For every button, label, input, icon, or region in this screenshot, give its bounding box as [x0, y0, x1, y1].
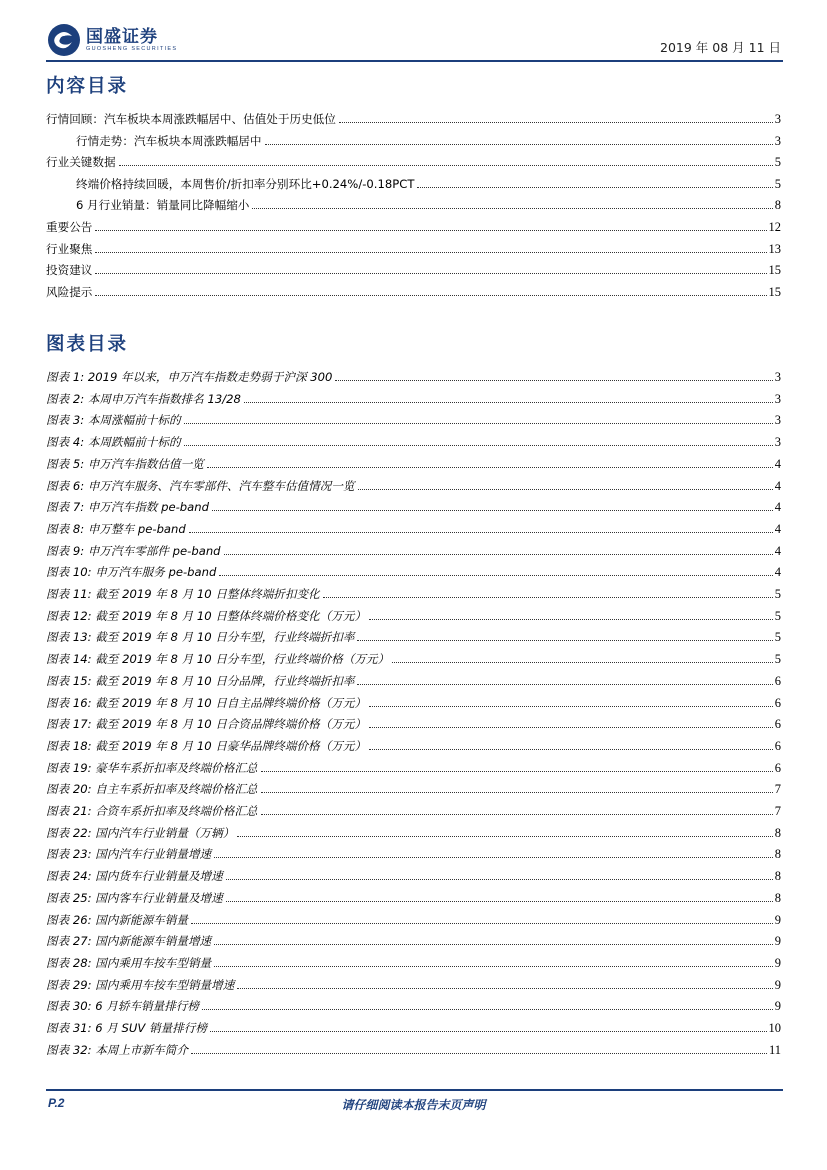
contents-entry[interactable] — [46, 106, 781, 127]
entry-page-number: 9 — [774, 999, 781, 1014]
entry-title: 图表 20: 自主车系折扣率及终端价格汇总 — [46, 782, 258, 797]
entry-page-number: 3 — [774, 112, 781, 126]
dot-leader — [339, 122, 773, 123]
logo-chinese-text: 国盛证券 — [86, 27, 158, 47]
entry-page-number: 9 — [774, 955, 781, 970]
figure-entry[interactable] — [46, 516, 781, 537]
figure-entry[interactable] — [46, 993, 781, 1014]
entry-page-number: 3 — [774, 370, 781, 384]
dot-leader — [224, 554, 773, 555]
entry-page-number: 6 — [774, 695, 781, 710]
entry-title: 图表 8: 申万整车 pe-band — [46, 521, 186, 536]
entry-page-number: 5 — [774, 176, 781, 191]
entry-page-number: 4 — [774, 478, 781, 493]
entry-title: 图表 26: 国内新能源车销量 — [46, 912, 188, 927]
figure-entry[interactable] — [46, 841, 781, 862]
dot-leader — [191, 1053, 767, 1054]
entry-title: 图表 5: 申万汽车指数估值一览 — [46, 456, 204, 471]
entry-page-number: 5 — [774, 155, 781, 170]
dot-leader — [119, 165, 773, 166]
entry-page-number: 5 — [774, 587, 781, 601]
entry-page-number: 8 — [774, 825, 781, 840]
entry-page-number: 9 — [774, 912, 781, 927]
dot-leader — [252, 208, 772, 209]
contents-entry[interactable] — [76, 171, 781, 192]
entry-page-number: 15 — [768, 284, 781, 299]
header-divider — [46, 60, 783, 62]
figure-entry[interactable] — [46, 1015, 781, 1036]
figures-title: 图表目录 — [46, 334, 129, 355]
entry-page-number: 6 — [774, 717, 781, 732]
entry-page-number: 9 — [774, 934, 781, 949]
footer-disclaimer: 请仔细阅读本报告末页声明 — [341, 1098, 486, 1112]
figure-entry[interactable] — [46, 733, 781, 754]
figure-entry[interactable] — [46, 668, 781, 689]
figure-entry[interactable] — [46, 928, 781, 949]
entry-title: 图表 23: 国内汽车行业销量增速 — [46, 847, 212, 862]
entry-title: 行情走势：汽车板块本周涨跌幅居中 — [76, 133, 262, 148]
contents-entry[interactable] — [46, 257, 781, 278]
dot-leader — [417, 187, 772, 188]
dot-leader — [357, 684, 772, 685]
entry-page-number: 9 — [774, 977, 781, 992]
dot-leader — [261, 771, 773, 772]
dot-leader — [323, 597, 773, 598]
figure-entry[interactable] — [46, 603, 781, 624]
entry-page-number: 12 — [768, 220, 781, 234]
entry-title: 图表 25: 国内客车行业销量及增速 — [46, 890, 223, 905]
dot-leader — [265, 144, 773, 145]
dot-leader — [184, 423, 773, 424]
dot-leader — [226, 901, 773, 902]
figure-entry[interactable] — [46, 581, 781, 602]
figure-entry[interactable] — [46, 538, 781, 559]
entry-page-number: 4 — [774, 543, 781, 558]
figure-entry[interactable] — [46, 711, 781, 732]
figure-entry[interactable] — [46, 885, 781, 906]
figure-entry[interactable] — [46, 755, 781, 776]
entry-page-number: 5 — [774, 608, 781, 623]
contents-entry[interactable] — [46, 236, 781, 257]
entry-page-number: 7 — [774, 804, 781, 818]
entry-page-number: 4 — [774, 500, 781, 515]
dot-leader — [369, 749, 773, 750]
entry-title: 图表 22: 国内汽车行业销量（万辆） — [46, 825, 235, 840]
logo-mark-icon — [46, 22, 82, 58]
entry-title: 6 月行业销量：销量同比降幅缩小 — [76, 198, 250, 213]
footer-divider — [46, 1089, 783, 1091]
entry-title: 图表 4: 本周跌幅前十标的 — [46, 435, 181, 450]
dot-leader — [214, 944, 773, 945]
entry-title: 图表 28: 国内乘用车按车型销量 — [46, 955, 212, 970]
figure-entry[interactable] — [46, 776, 781, 797]
figure-entry[interactable] — [46, 559, 781, 580]
entry-page-number: 10 — [768, 1021, 781, 1035]
entry-page-number: 3 — [774, 133, 781, 148]
entry-page-number: 8 — [774, 890, 781, 905]
figure-entry[interactable] — [46, 907, 781, 928]
figure-entry[interactable] — [46, 690, 781, 711]
entry-page-number: 7 — [774, 782, 781, 797]
entry-page-number: 8 — [774, 847, 781, 862]
figure-entry[interactable] — [46, 494, 781, 515]
dot-leader — [369, 706, 773, 707]
entry-title: 图表 15: 截至 2019 年 8 月 10 日分品牌，行业终端折扣率 — [46, 673, 355, 688]
entry-page-number: 11 — [768, 1042, 781, 1057]
entry-title: 风险提示 — [46, 284, 93, 299]
entry-title: 图表 24: 国内货车行业销量及增速 — [46, 869, 223, 884]
entry-title: 图表 10: 申万汽车服务 pe-band — [46, 565, 217, 580]
dot-leader — [335, 380, 772, 381]
dot-leader — [226, 879, 773, 880]
dot-leader — [95, 230, 766, 231]
figure-entry[interactable] — [46, 646, 781, 667]
entry-title: 终端价格持续回暖，本周售价/折扣率分别环比+0.24%/-0.18PCT — [76, 176, 415, 191]
entry-title: 图表 19: 豪华车系折扣率及终端价格汇总 — [46, 760, 258, 775]
entry-title: 图表 2: 本周申万汽车指数排名 13/28 — [46, 391, 241, 406]
dot-leader — [214, 857, 773, 858]
entry-title: 图表 30: 6 月轿车销量排行榜 — [46, 999, 200, 1014]
entry-title: 投资建议 — [46, 263, 93, 278]
dot-leader — [237, 988, 772, 989]
contents-entry[interactable] — [46, 279, 781, 300]
figure-entry[interactable] — [46, 364, 781, 385]
figure-entry[interactable] — [46, 972, 781, 993]
dot-leader — [207, 467, 773, 468]
dot-leader — [95, 273, 766, 274]
entry-title: 图表 21: 合资车系折扣率及终端价格汇总 — [46, 804, 258, 818]
entry-title: 图表 27: 国内新能源车销量增速 — [46, 934, 212, 949]
entry-title: 图表 3: 本周涨幅前十标的 — [46, 413, 181, 428]
dot-leader — [95, 252, 766, 253]
entry-title: 图表 6: 申万汽车服务、汽车零部件、汽车整车估值情况一览 — [46, 478, 355, 493]
entry-page-number: 15 — [768, 263, 781, 278]
dot-leader — [202, 1009, 773, 1010]
figure-entry[interactable] — [46, 798, 781, 819]
entry-title: 图表 7: 申万汽车指数 pe-band — [46, 500, 209, 515]
entry-title: 图表 17: 截至 2019 年 8 月 10 日合资品牌终端价格（万元） — [46, 717, 367, 732]
figure-entry[interactable] — [46, 950, 781, 971]
entry-page-number: 3 — [774, 413, 781, 428]
entry-title: 图表 1: 2019 年以来，申万汽车指数走势弱于沪深 300 — [46, 370, 333, 384]
contents-entry[interactable] — [46, 214, 781, 235]
dot-leader — [237, 836, 772, 837]
entry-page-number: 6 — [774, 760, 781, 775]
dot-leader — [261, 814, 773, 815]
contents-entry[interactable] — [76, 128, 781, 149]
entry-title: 图表 12: 截至 2019 年 8 月 10 日整体终端价格变化（万元） — [46, 608, 367, 623]
entry-page-number: 4 — [774, 456, 781, 471]
dot-leader — [357, 640, 772, 641]
entry-page-number: 6 — [774, 738, 781, 753]
logo-english-text: GUOSHENG SECURITIES — [86, 46, 178, 52]
entry-title: 图表 11: 截至 2019 年 8 月 10 日整体终端折扣变化 — [46, 587, 320, 601]
dot-leader — [189, 532, 773, 533]
dot-leader — [244, 402, 773, 403]
dot-leader — [358, 489, 773, 490]
figure-entry[interactable] — [46, 386, 781, 407]
figure-entry[interactable] — [46, 1037, 781, 1058]
entry-title: 图表 32: 本周上市新车简介 — [46, 1042, 188, 1057]
entry-page-number: 3 — [774, 435, 781, 450]
page-number: P.2 — [48, 1096, 65, 1110]
figure-entry[interactable] — [46, 863, 781, 884]
entry-title: 行业聚焦 — [46, 241, 93, 256]
dot-leader — [184, 445, 773, 446]
entry-title: 图表 29: 国内乘用车按车型销量增速 — [46, 977, 235, 992]
dot-leader — [369, 619, 773, 620]
dot-leader — [95, 295, 766, 296]
entry-page-number: 5 — [774, 652, 781, 667]
dot-leader — [214, 966, 773, 967]
figure-entry[interactable] — [46, 624, 781, 645]
entry-page-number: 3 — [774, 391, 781, 406]
dot-leader — [369, 727, 773, 728]
entry-title: 行业关键数据 — [46, 155, 116, 170]
contents-entry[interactable] — [76, 192, 781, 213]
entry-title: 重要公告 — [46, 220, 93, 234]
figure-entry[interactable] — [46, 451, 781, 472]
figure-entry[interactable] — [46, 407, 781, 428]
report-date: 2019 年 08 月 11 日 — [660, 40, 781, 55]
dot-leader — [219, 575, 772, 576]
entry-page-number: 4 — [774, 521, 781, 536]
entry-title: 图表 13: 截至 2019 年 8 月 10 日分车型，行业终端折扣率 — [46, 630, 355, 645]
entry-page-number: 5 — [774, 630, 781, 645]
entry-title: 行情回顾：汽车板块本周涨跌幅居中、估值处于历史低位 — [46, 112, 336, 126]
entry-page-number: 4 — [774, 565, 781, 580]
entry-page-number: 6 — [774, 673, 781, 688]
contents-entry[interactable] — [46, 149, 781, 170]
entry-title: 图表 14: 截至 2019 年 8 月 10 日分车型，行业终端价格（万元） — [46, 652, 390, 667]
dot-leader — [392, 662, 773, 663]
entry-title: 图表 18: 截至 2019 年 8 月 10 日豪华品牌终端价格（万元） — [46, 738, 367, 753]
entry-page-number: 13 — [768, 241, 781, 256]
contents-title: 内容目录 — [46, 76, 129, 97]
figure-entry[interactable] — [46, 429, 781, 450]
entry-title: 图表 31: 6 月 SUV 销量排行榜 — [46, 1021, 207, 1035]
dot-leader — [212, 510, 773, 511]
dot-leader — [191, 923, 773, 924]
entry-title: 图表 16: 截至 2019 年 8 月 10 日自主品牌终端价格（万元） — [46, 695, 367, 710]
entry-page-number: 8 — [774, 198, 781, 213]
entry-page-number: 8 — [774, 869, 781, 884]
entry-title: 图表 9: 申万汽车零部件 pe-band — [46, 543, 221, 558]
company-logo — [46, 22, 177, 58]
dot-leader — [261, 792, 773, 793]
figure-entry[interactable] — [46, 820, 781, 841]
figure-entry[interactable] — [46, 473, 781, 494]
page-header — [46, 22, 783, 62]
dot-leader — [210, 1031, 767, 1032]
